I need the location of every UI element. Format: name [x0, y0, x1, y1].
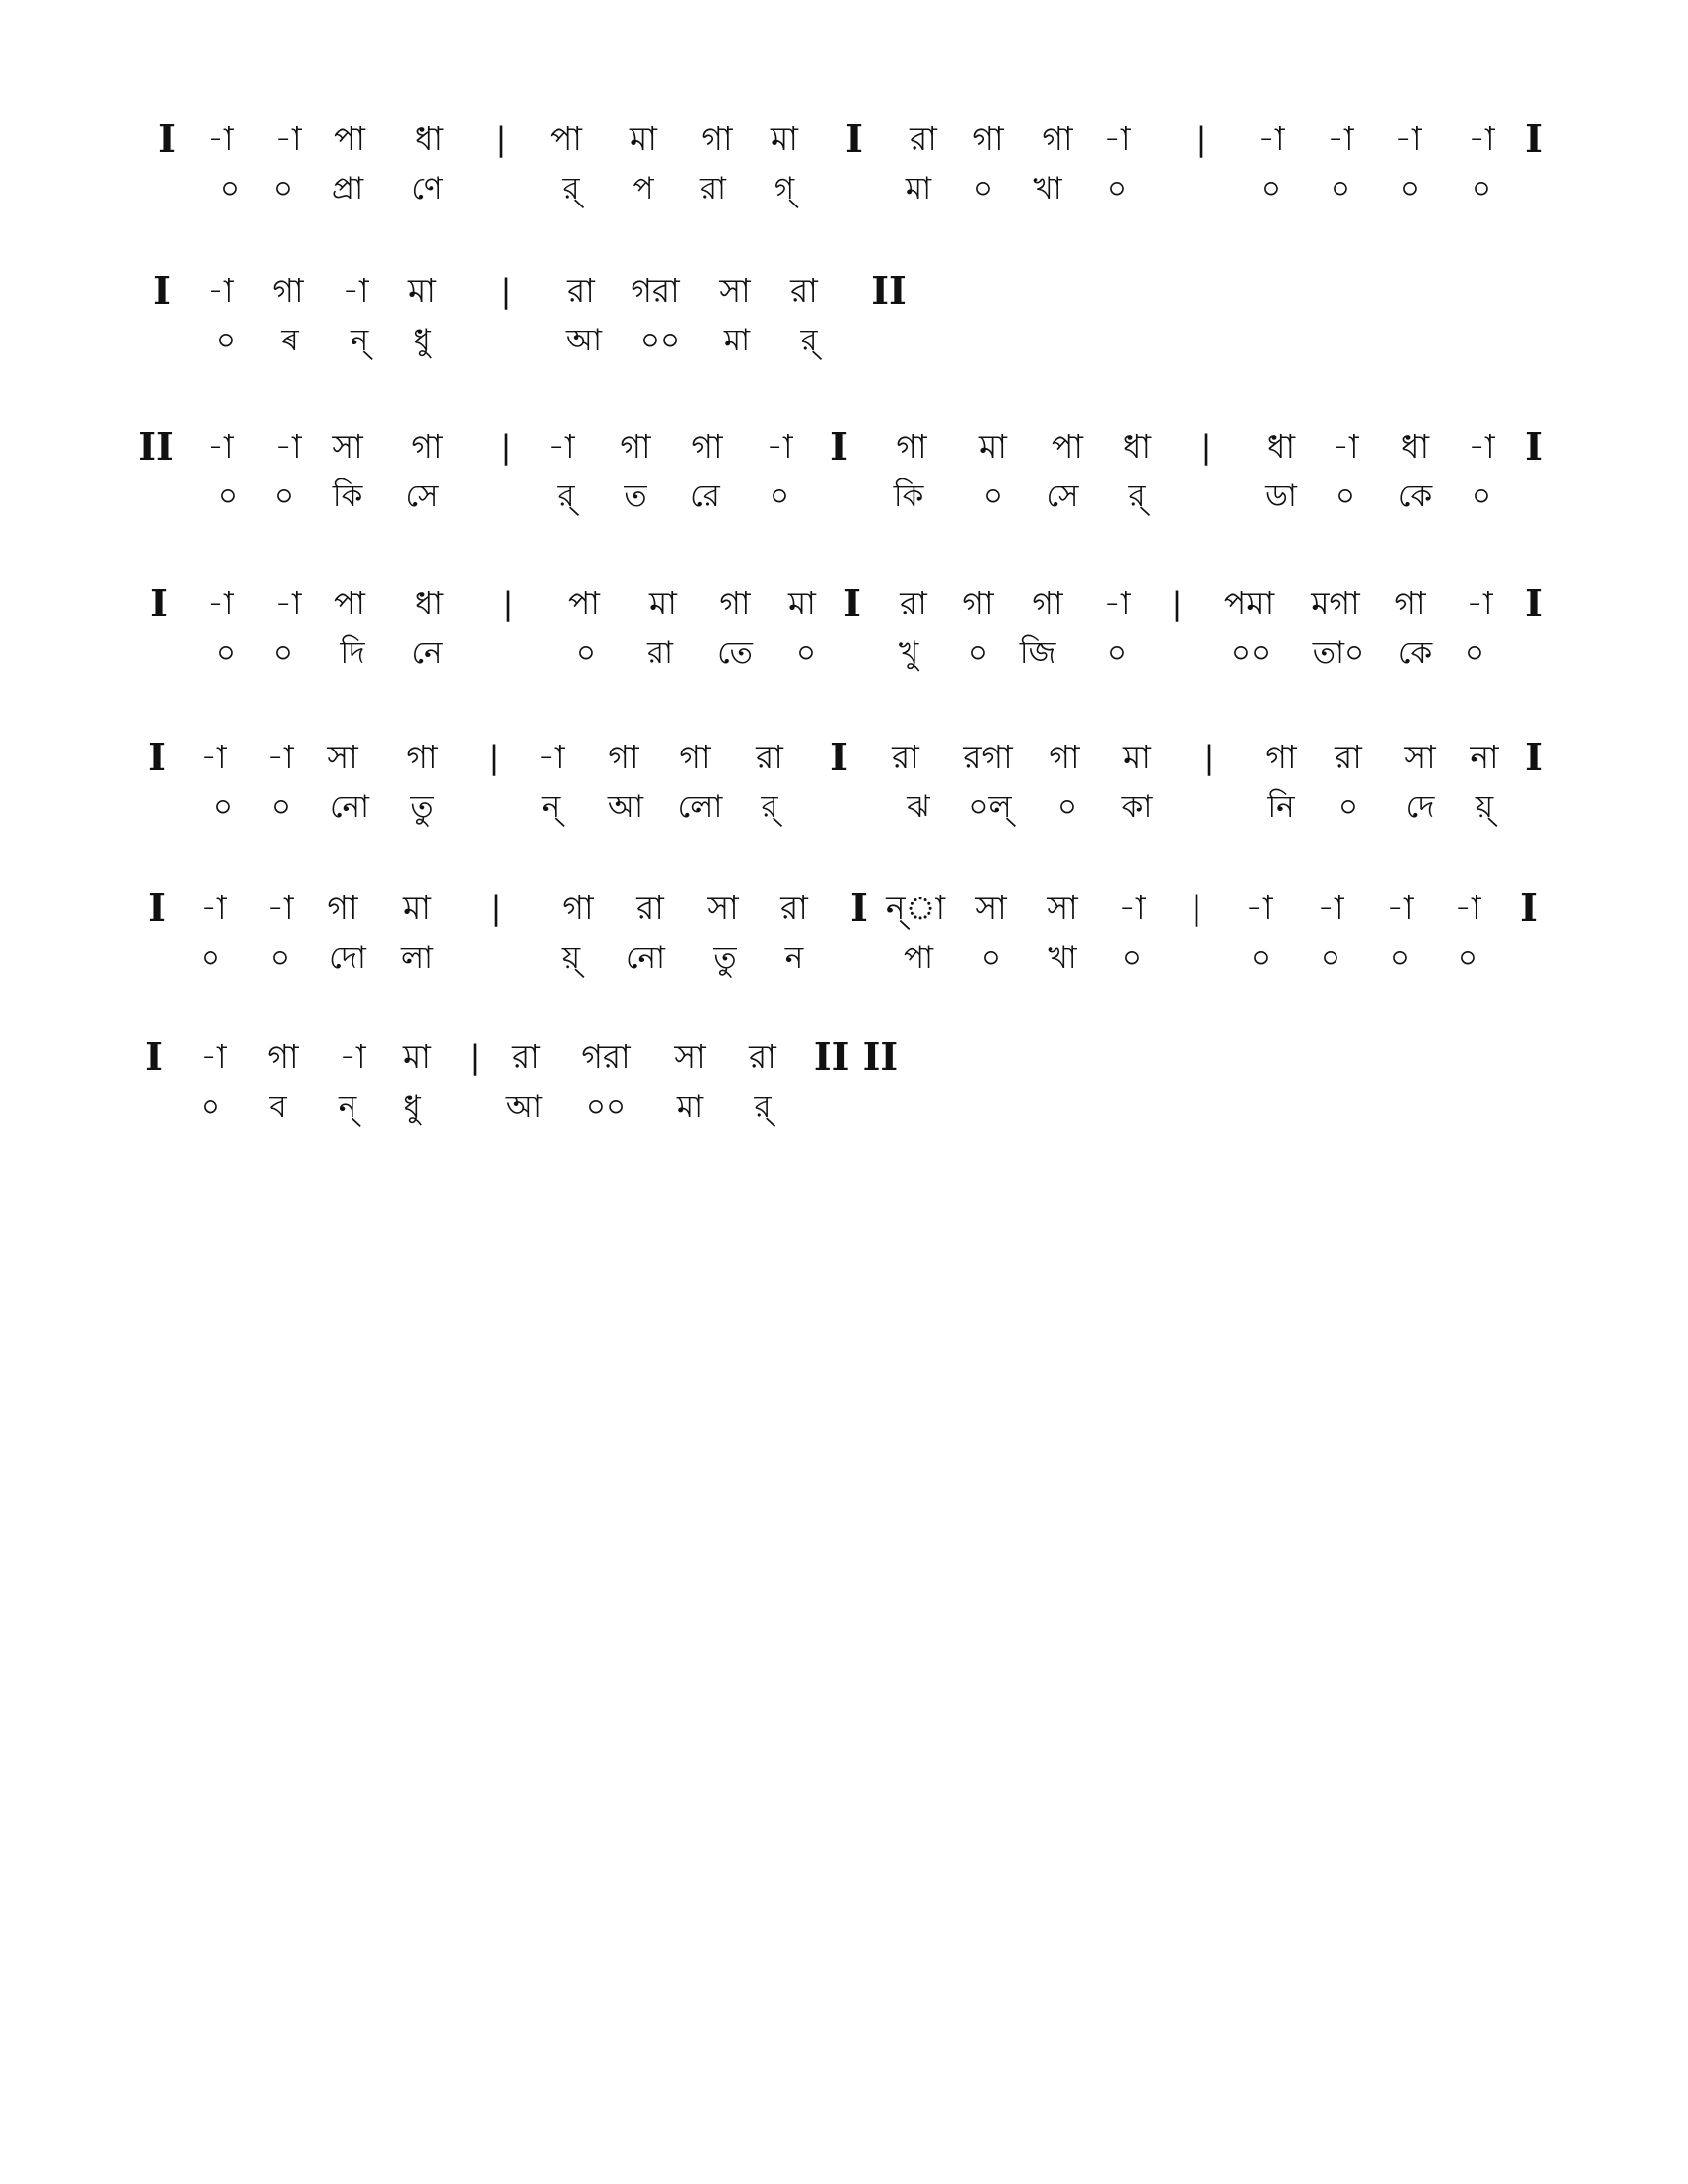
lyric-syllable: ০ [769, 478, 790, 514]
lyric-syllable: ০ [1457, 940, 1478, 976]
bar-line: I [148, 886, 166, 930]
lyric-syllable: লো [677, 789, 723, 825]
lyric-row [0, 164, 1688, 213]
lyric-syllable: ০ [1260, 171, 1282, 206]
bar-line: II [138, 424, 174, 469]
lyric-syllable: য়্ [561, 940, 581, 976]
lyric-syllable: ধু [403, 1089, 421, 1125]
lyric-syllable: গ্ [774, 171, 795, 206]
lyric-syllable: ০ [1106, 635, 1128, 671]
bar-line: II II [813, 1034, 899, 1079]
lyric-syllable: লা [400, 940, 434, 976]
swara-note: -া [339, 1037, 366, 1076]
beat-divider: | [1191, 889, 1202, 927]
lyric-syllable: নো [329, 789, 370, 825]
swara-note: পা [568, 584, 600, 622]
swara-note: সা [674, 1037, 706, 1076]
swara-note: রা [780, 888, 808, 927]
lyric-syllable: ০ [215, 323, 237, 358]
swara-note: সা [975, 888, 1007, 927]
beat-divider: | [502, 585, 514, 622]
swara-note: গা [719, 584, 751, 622]
bar-line: I [843, 581, 861, 625]
lyric-syllable: তা০ [1312, 635, 1365, 671]
swara-note: সা [707, 888, 739, 927]
lyric-syllable: ০০ [639, 323, 681, 358]
lyric-syllable: ত [624, 478, 647, 514]
beat-divider: | [1196, 120, 1207, 158]
swara-note: রা [756, 738, 783, 776]
swara-note: -া [1245, 888, 1273, 927]
lyric-row [0, 782, 1688, 832]
swara-note: রা [910, 119, 937, 158]
lyric-syllable: সে [1046, 478, 1079, 514]
lyric-syllable: ০ [795, 635, 817, 671]
swara-note: -া [207, 271, 234, 310]
beat-divider: | [500, 428, 512, 466]
lyric-syllable: কা [1121, 789, 1153, 825]
swara-note: সা [327, 738, 358, 776]
lyric-syllable: তু [713, 940, 737, 976]
swara-note: রা [1335, 738, 1362, 776]
beat-divider: | [1203, 739, 1215, 776]
swara-note: গা [896, 427, 927, 466]
swara-note: -া [1394, 119, 1422, 158]
lyric-syllable: ০ [972, 171, 994, 206]
bar-line: I [148, 735, 166, 779]
swara-note: রা [567, 271, 595, 310]
swara-note: -া [1468, 119, 1495, 158]
swara-note: গা [608, 738, 639, 776]
lyric-syllable: ন্ [541, 789, 561, 825]
lyric-syllable: তে [717, 635, 753, 671]
lyric-syllable: য়্ [1475, 789, 1494, 825]
swara-note: গা [406, 738, 438, 776]
bar-line: I [850, 886, 868, 930]
bar-line: I [830, 735, 848, 779]
lyric-syllable: ০ [270, 789, 292, 825]
lyric-syllable: ০ [215, 635, 237, 671]
lyric-syllable: র্ [754, 1089, 772, 1125]
swara-note: -া [1332, 427, 1359, 466]
swara-note: রা [892, 738, 919, 776]
swara-note: গা [411, 427, 443, 466]
lyric-syllable: ০ [200, 940, 221, 976]
lyric-syllable: দে [1405, 789, 1435, 825]
lyric-syllable: ০ [1320, 940, 1341, 976]
swara-note: সা [1404, 738, 1436, 776]
lyric-syllable: ০ [273, 478, 295, 514]
swara-note: গা [962, 584, 994, 622]
lyric-syllable: মা [723, 323, 751, 358]
notation-line-1 [0, 114, 1688, 213]
lyric-syllable: ০ [575, 635, 597, 671]
lyric-syllable: ন্ [338, 1089, 357, 1125]
lyric-syllable: রে [690, 478, 720, 514]
lyric-syllable: ০০ [1230, 635, 1272, 671]
bar-line: I [1525, 424, 1543, 469]
swara-note: গা [562, 888, 594, 927]
swara-note: মা [403, 888, 431, 927]
swara-note: -া [266, 888, 294, 927]
lyric-row [0, 316, 1688, 365]
notation-line-3 [0, 422, 1688, 521]
lyric-syllable: প [633, 171, 654, 206]
swara-row [0, 733, 1688, 782]
lyric-syllable: র্ [761, 789, 778, 825]
lyric-syllable: ০ [1121, 940, 1143, 976]
swara-note: -া [547, 427, 575, 466]
lyric-syllable: র্ [800, 323, 818, 358]
swara-note: -া [1386, 888, 1414, 927]
lyric-syllable: ০ [200, 1089, 221, 1125]
swara-note: -া [537, 738, 565, 776]
swara-note: ধা [414, 119, 444, 158]
swara-note: -া [342, 271, 369, 310]
swara-note: -া [1103, 119, 1131, 158]
lyric-row [0, 933, 1688, 983]
swara-note: পমা [1223, 584, 1275, 622]
lyric-syllable: আ [505, 1089, 543, 1125]
lyric-syllable: রা [646, 635, 674, 671]
swara-note: গা [1394, 584, 1426, 622]
swara-note: গা [272, 271, 304, 310]
lyric-syllable: দো [329, 940, 366, 976]
swara-row [0, 266, 1688, 316]
lyric-syllable: ণে [411, 171, 443, 206]
swara-note: পা [550, 119, 582, 158]
swara-note: গা [1049, 738, 1080, 776]
swara-row [0, 579, 1688, 628]
lyric-syllable: মা [905, 171, 932, 206]
lyric-syllable: ধু [413, 323, 431, 358]
swara-note: রা [512, 1037, 540, 1076]
lyric-syllable: কি [332, 478, 363, 514]
swara-note: গা [267, 1037, 299, 1076]
lyric-syllable: প্রা [331, 171, 364, 206]
lyric-syllable: ০ [269, 940, 291, 976]
swara-note: গা [620, 427, 651, 466]
lyric-syllable: ০ [1464, 635, 1485, 671]
swara-note: -া [200, 1037, 227, 1076]
swara-note: মা [979, 427, 1007, 466]
bar-line: I [158, 116, 176, 161]
swara-note: মা [649, 584, 677, 622]
bar-line: I [830, 424, 848, 469]
lyric-syllable: খা [1048, 940, 1077, 976]
lyric-syllable: ০ [217, 478, 239, 514]
beat-divider: | [1171, 585, 1183, 622]
swara-row [0, 884, 1688, 933]
swara-note: -া [1327, 119, 1354, 158]
lyric-syllable: ০ [212, 789, 234, 825]
lyric-syllable: ০ [219, 171, 241, 206]
lyric-syllable: নে [411, 635, 443, 671]
bar-line: I [150, 581, 168, 625]
lyric-syllable: ন [784, 940, 804, 976]
lyric-syllable: নি [1267, 789, 1295, 825]
lyric-syllable: কে [1397, 478, 1433, 514]
swara-note: -া [1466, 584, 1493, 622]
lyric-syllable: রা [699, 171, 727, 206]
lyric-syllable: ঝ [907, 789, 930, 825]
bar-line: I [153, 268, 171, 313]
swara-note: -া [274, 119, 302, 158]
swara-note: ধা [1266, 427, 1296, 466]
swara-note: রা [900, 584, 927, 622]
lyric-syllable: ০ [272, 635, 294, 671]
swara-note: -া [1103, 584, 1131, 622]
notation-line-6 [0, 884, 1688, 983]
swara-note: গা [972, 119, 1004, 158]
swara-note: পা [334, 119, 365, 158]
lyric-row [0, 1082, 1688, 1132]
lyric-syllable: মা [676, 1089, 704, 1125]
lyric-syllable: খু [898, 635, 919, 671]
lyric-syllable: দি [340, 635, 365, 671]
beat-divider: | [491, 889, 502, 927]
swara-note: গা [1042, 119, 1073, 158]
bar-line: I [1525, 116, 1543, 161]
swara-note: -া [1317, 888, 1344, 927]
lyric-syllable: কে [1397, 635, 1433, 671]
swara-note: -া [1118, 888, 1146, 927]
lyric-syllable: ০ [1471, 171, 1492, 206]
notation-line-4 [0, 579, 1688, 678]
swara-note: গা [701, 119, 733, 158]
swara-note: রা [749, 1037, 776, 1076]
lyric-syllable: খা [1033, 171, 1062, 206]
swara-note: মা [788, 584, 816, 622]
beat-divider: | [489, 739, 500, 776]
swara-note: না [1470, 738, 1499, 776]
lyric-syllable: ০০ [585, 1089, 627, 1125]
beat-divider: | [1200, 428, 1212, 466]
lyric-syllable: ০ [1330, 171, 1351, 206]
swara-note: -া [207, 427, 234, 466]
lyric-syllable: কি [893, 478, 924, 514]
lyric-syllable: ০ [1399, 171, 1421, 206]
swara-note: -া [766, 427, 793, 466]
lyric-syllable: তু [410, 789, 434, 825]
swara-note: সা [719, 271, 751, 310]
swara-note: -া [266, 738, 294, 776]
lyric-syllable: আ [607, 789, 644, 825]
lyric-syllable: ডা [1265, 478, 1297, 514]
notation-line-5 [0, 733, 1688, 832]
swara-note: মা [1123, 738, 1151, 776]
lyric-syllable: ০ [1471, 478, 1492, 514]
lyric-syllable: নো [625, 940, 666, 976]
lyric-syllable: জি [1019, 635, 1056, 671]
lyric-row [0, 628, 1688, 678]
lyric-syllable: ০ [1389, 940, 1411, 976]
bar-line: I [845, 116, 863, 161]
lyric-syllable: ০ [980, 940, 1002, 976]
bar-line: I [1525, 735, 1543, 779]
swara-note: গা [1265, 738, 1297, 776]
lyric-syllable: ০ [1250, 940, 1272, 976]
swara-note: -া [1468, 427, 1495, 466]
swara-note: রা [790, 271, 818, 310]
swara-note: মা [630, 119, 657, 158]
lyric-syllable: ৰ [281, 323, 299, 358]
bar-line: I [1520, 886, 1538, 930]
swara-row [0, 422, 1688, 472]
notation-line-7 [0, 1032, 1688, 1132]
swara-note: সা [332, 427, 363, 466]
lyric-syllable: র্ [557, 478, 575, 514]
swara-note: গা [1032, 584, 1063, 622]
swara-note: মা [403, 1037, 431, 1076]
lyric-syllable: ০ [1337, 789, 1359, 825]
swara-note: ন্া [885, 888, 946, 927]
beat-divider: | [500, 272, 512, 310]
swara-note: ধা [414, 584, 444, 622]
swara-note: -া [207, 119, 234, 158]
swara-row [0, 1032, 1688, 1082]
lyric-syllable: ০ [1056, 789, 1078, 825]
swara-row [0, 114, 1688, 164]
beat-divider: | [495, 120, 507, 158]
swara-note: গরা [631, 271, 680, 310]
bar-line: II [871, 268, 907, 313]
notation-line-2 [0, 266, 1688, 365]
swara-note: গা [679, 738, 711, 776]
swara-note: -া [200, 738, 227, 776]
lyric-syllable: আ [565, 323, 603, 358]
swara-note: মগা [1311, 584, 1360, 622]
swara-note: গরা [581, 1037, 631, 1076]
lyric-syllable: ০ল্ [968, 789, 1012, 825]
swara-note: -া [207, 584, 234, 622]
swara-note: মা [771, 119, 798, 158]
bar-line: I [1525, 581, 1543, 625]
lyric-syllable: পা [903, 940, 934, 976]
lyric-syllable: ব [269, 1089, 287, 1125]
swara-note: গা [691, 427, 723, 466]
beat-divider: | [469, 1038, 481, 1076]
lyric-syllable: ০ [272, 171, 294, 206]
swara-note: পা [334, 584, 365, 622]
swara-note: ধা [1122, 427, 1152, 466]
lyric-row [0, 472, 1688, 521]
swara-note: -া [274, 427, 302, 466]
swara-note: মা [408, 271, 436, 310]
bar-line: I [145, 1034, 163, 1079]
lyric-syllable: ০ [1106, 171, 1128, 206]
swara-note: -া [1257, 119, 1285, 158]
swara-note: সা [1047, 888, 1078, 927]
lyric-syllable: ০ [982, 478, 1004, 514]
swara-note: রগা [963, 738, 1013, 776]
lyric-syllable: সে [405, 478, 439, 514]
swara-note: -া [274, 584, 302, 622]
swara-note: -া [1454, 888, 1481, 927]
lyric-syllable: র্ [562, 171, 580, 206]
swara-note: রা [636, 888, 664, 927]
swara-note: গা [327, 888, 358, 927]
lyric-syllable: ০ [967, 635, 989, 671]
swara-note: -া [200, 888, 227, 927]
swara-note: পা [1052, 427, 1083, 466]
lyric-syllable: ন্ [350, 323, 369, 358]
lyric-syllable: ০ [1335, 478, 1356, 514]
lyric-syllable: র্ [1128, 478, 1146, 514]
swara-note: ধা [1400, 427, 1430, 466]
